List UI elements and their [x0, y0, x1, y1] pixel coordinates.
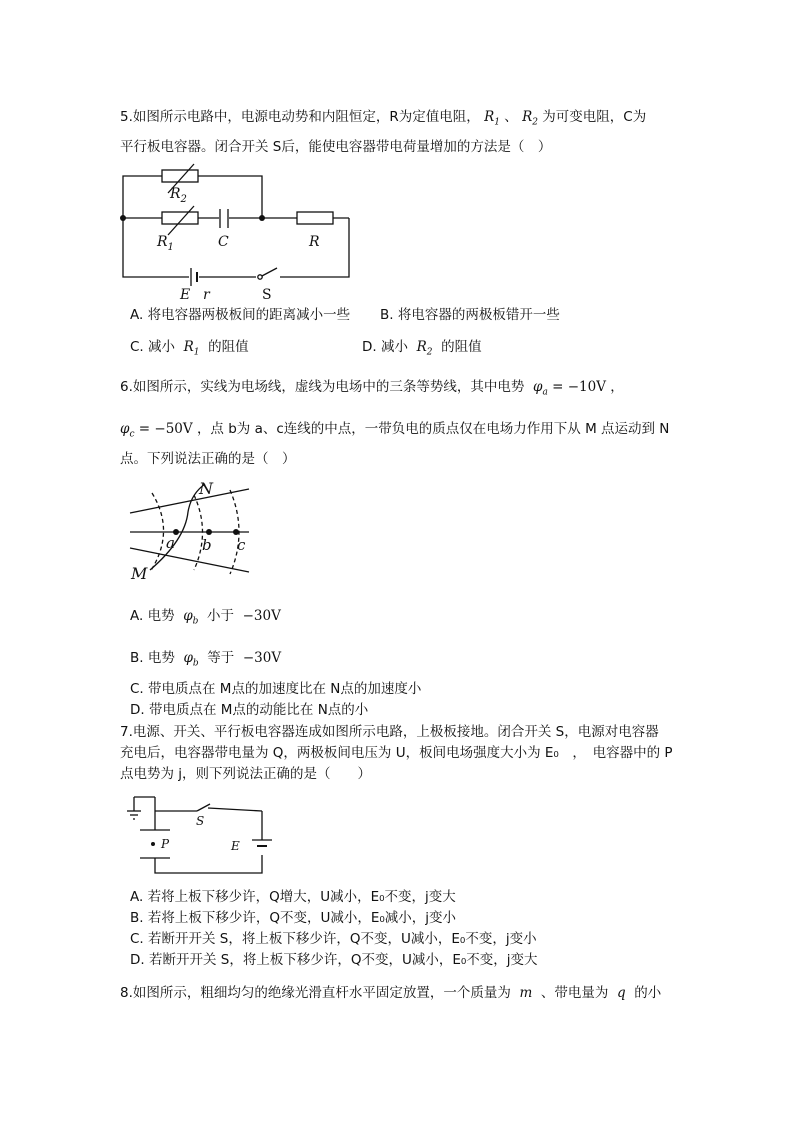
svg-text:S: S [262, 287, 272, 303]
point-p [151, 842, 155, 846]
q5-option-b[interactable]: B. 将电容器的两极板错开一些 [380, 307, 560, 323]
svg-text:E: E [231, 839, 240, 853]
q6-option-b[interactable]: B. 电势 $\varphi_b$ 等于 −30V [130, 650, 282, 669]
q7-option-a[interactable]: A. 若将上板下移少许，Q增大，U减小，E₀不变，j变大 [130, 889, 456, 905]
q7-stem-line2: 充电后，电容器带电量为 Q，两极板间电压为 U，板间电场强度大小为 E₀ ， 电容器中的 P [120, 745, 673, 761]
q5-text: 为可变电阻，C为 [542, 109, 647, 125]
svg-text:R: R [309, 234, 320, 250]
q5-option-d[interactable]: D. 减小 $R_2$ 的阻值 [362, 339, 482, 358]
q5-option-a[interactable]: A. 将电容器两极板间的距离减小一些 [130, 307, 351, 323]
q7-option-b[interactable]: B. 若将上板下移少许，Q不变，U减小，E₀减小，j变小 [130, 910, 457, 926]
q6-option-c[interactable]: C. 带电质点在 M点的加速度比在 N点的加速度小 [130, 681, 422, 697]
svg-text:c: c [237, 536, 246, 554]
q6-stem-line3: 点。下列说法正确的是（ ） [120, 451, 296, 467]
q6-option-d[interactable]: D. 带电质点在 M点的动能比在 N点的小 [130, 702, 369, 718]
svg-text:N: N [199, 479, 213, 498]
q6-stem-line2: $\varphi_c = -50V$ ，点 b为 a、c连线的中点，一带负电的质点仅在电场力作用下从 M 点运动到 N [120, 421, 670, 440]
svg-text:E: E [180, 287, 191, 303]
svg-text:R1: $R_1$ [157, 234, 174, 253]
q7-stem-line3: 点电势为 j，则下列说法正确的是（ ） [120, 766, 372, 782]
q7-option-d[interactable]: D. 若断开开关 S，将上板下移少许，Q不变，U减小，E₀不变，j变大 [130, 952, 538, 968]
svg-text:a: a [166, 534, 175, 552]
q5-text: 5.如图所示电路中，电源电动势和内阻恒定，R为定值电阻， [120, 109, 480, 125]
r2-symbol: $R_2$ [522, 109, 538, 128]
svg-text:b: b [202, 536, 212, 554]
svg-text:C: C [218, 234, 229, 250]
q5-stem-line2: 平行板电容器。闭合开关 S后，能使电容器带电荷量增加的方法是（ ） [120, 139, 552, 155]
q8-stem-line1: 8.如图所示，粗细均匀的绝缘光滑直杆水平固定放置，一个质量为 m 、带电量为 q 的小 [120, 985, 662, 1001]
q7-option-c[interactable]: C. 若断开开关 S，将上板下移少许，Q不变，U减小，E₀不变，j变小 [130, 931, 537, 947]
svg-text:R2: $R_2$ [170, 186, 187, 205]
q7-stem-line1: 7.电源、开关、平行板电容器连成如图所示电路，上极板接地。闭合开关 S，电源对电容器 [120, 724, 659, 740]
separator: 、 [504, 109, 518, 125]
q6-stem-line1: 6.如图所示，实线为电场线，虚线为电场中的三条等势线，其中电势 $\varphi_a = -10V$ ， [120, 379, 624, 398]
r1-symbol: $R_1$ [484, 109, 500, 128]
q5-option-c[interactable]: C. 减小 $R_1$ 的阻值 [130, 339, 249, 358]
q6-option-a[interactable]: A. 电势 $\varphi_b$ 小于 −30V [130, 608, 281, 627]
svg-text:r: r [203, 287, 210, 303]
svg-text:S: S [196, 814, 205, 828]
svg-text:P: P [161, 837, 170, 851]
svg-text:M: M [131, 564, 148, 583]
